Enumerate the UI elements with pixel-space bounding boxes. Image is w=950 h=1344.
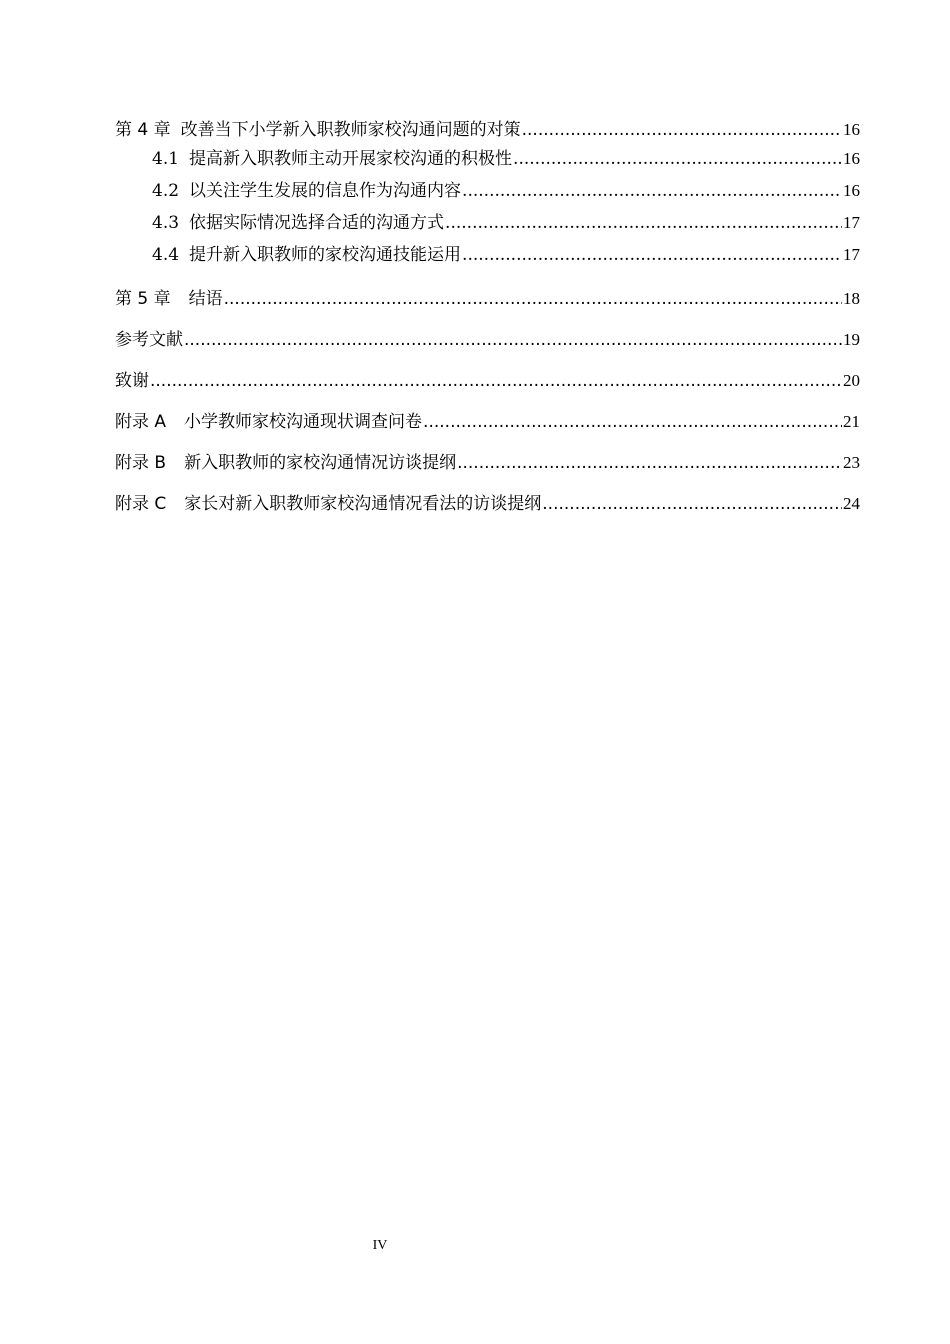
toc-dot-leader bbox=[462, 175, 842, 207]
toc-entry-title: 致谢 bbox=[115, 371, 149, 391]
page-number-footer: IV bbox=[372, 1238, 388, 1253]
toc-entry-title: 家长对新入职教师家校沟通情况看法的访谈提纲 bbox=[184, 494, 542, 514]
toc-entry-references[interactable] bbox=[115, 327, 860, 353]
toc-entry-chapter-4[interactable] bbox=[115, 117, 860, 143]
toc-entry-section-4-4[interactable] bbox=[115, 239, 860, 271]
toc-entry-page: 20 bbox=[843, 371, 860, 390]
toc-entry-page: 19 bbox=[843, 330, 860, 349]
toc-entry-acknowledgements[interactable] bbox=[115, 368, 860, 394]
toc-entry-section-4-3[interactable] bbox=[115, 207, 860, 239]
toc-dot-leader bbox=[184, 327, 842, 353]
toc-entry-appendix-c[interactable] bbox=[115, 491, 860, 517]
toc-entry-number: 4.1 bbox=[152, 149, 180, 169]
toc-entry-title: 参考文献 bbox=[115, 330, 183, 350]
toc-entry-page: 18 bbox=[843, 289, 860, 308]
toc-entry-title: 提高新入职教师主动开展家校沟通的积极性 bbox=[189, 149, 513, 169]
toc-entry-title: 以关注学生发展的信息作为沟通内容 bbox=[189, 181, 462, 201]
toc-entry-section-4-2[interactable] bbox=[115, 175, 860, 207]
toc-entry-title: 改善当下小学新入职教师家校沟通问题的对策 bbox=[180, 120, 521, 140]
toc-entry-title: 依据实际情况选择合适的沟通方式 bbox=[189, 213, 445, 233]
toc-entry-section-4-1[interactable] bbox=[115, 143, 860, 175]
toc-entry-number: 附录 A bbox=[115, 412, 167, 432]
toc-dot-leader bbox=[522, 117, 842, 143]
toc-entry-page: 21 bbox=[843, 412, 860, 431]
toc-dot-leader bbox=[423, 409, 842, 435]
table-of-contents bbox=[115, 117, 860, 517]
toc-dot-leader bbox=[462, 239, 842, 271]
toc-dot-leader bbox=[457, 450, 842, 476]
toc-entry-number: 附录 C bbox=[115, 494, 167, 514]
toc-entry-title: 结语 bbox=[188, 289, 223, 309]
toc-entry-title: 提升新入职教师的家校沟通技能运用 bbox=[189, 245, 462, 265]
toc-entry-page: 17 bbox=[843, 245, 860, 264]
toc-entry-page: 24 bbox=[843, 494, 860, 513]
toc-entry-page: 16 bbox=[843, 149, 860, 168]
toc-entry-number: 第 4 章 bbox=[115, 120, 171, 140]
toc-dot-leader bbox=[150, 368, 842, 394]
toc-entry-appendix-a[interactable] bbox=[115, 409, 860, 435]
toc-entry-appendix-b[interactable] bbox=[115, 450, 860, 476]
toc-entry-title: 新入职教师的家校沟通情况访谈提纲 bbox=[184, 453, 457, 473]
toc-dot-leader bbox=[224, 286, 842, 312]
toc-entry-page: 17 bbox=[843, 213, 860, 232]
toc-dot-leader bbox=[513, 143, 842, 175]
toc-entry-number: 4.4 bbox=[152, 245, 180, 265]
toc-dot-leader bbox=[445, 207, 842, 239]
toc-dot-leader bbox=[542, 491, 842, 517]
toc-entry-number: 第 5 章 bbox=[115, 289, 171, 309]
toc-entry-chapter-5[interactable] bbox=[115, 286, 860, 312]
toc-entry-number: 4.3 bbox=[152, 213, 180, 233]
toc-entry-title: 小学教师家校沟通现状调查问卷 bbox=[184, 412, 423, 432]
toc-entry-page: 16 bbox=[843, 181, 860, 200]
toc-entry-page: 16 bbox=[843, 120, 860, 139]
toc-entry-page: 23 bbox=[843, 453, 860, 472]
toc-entry-number: 4.2 bbox=[152, 181, 180, 201]
toc-entry-number: 附录 B bbox=[115, 453, 167, 473]
